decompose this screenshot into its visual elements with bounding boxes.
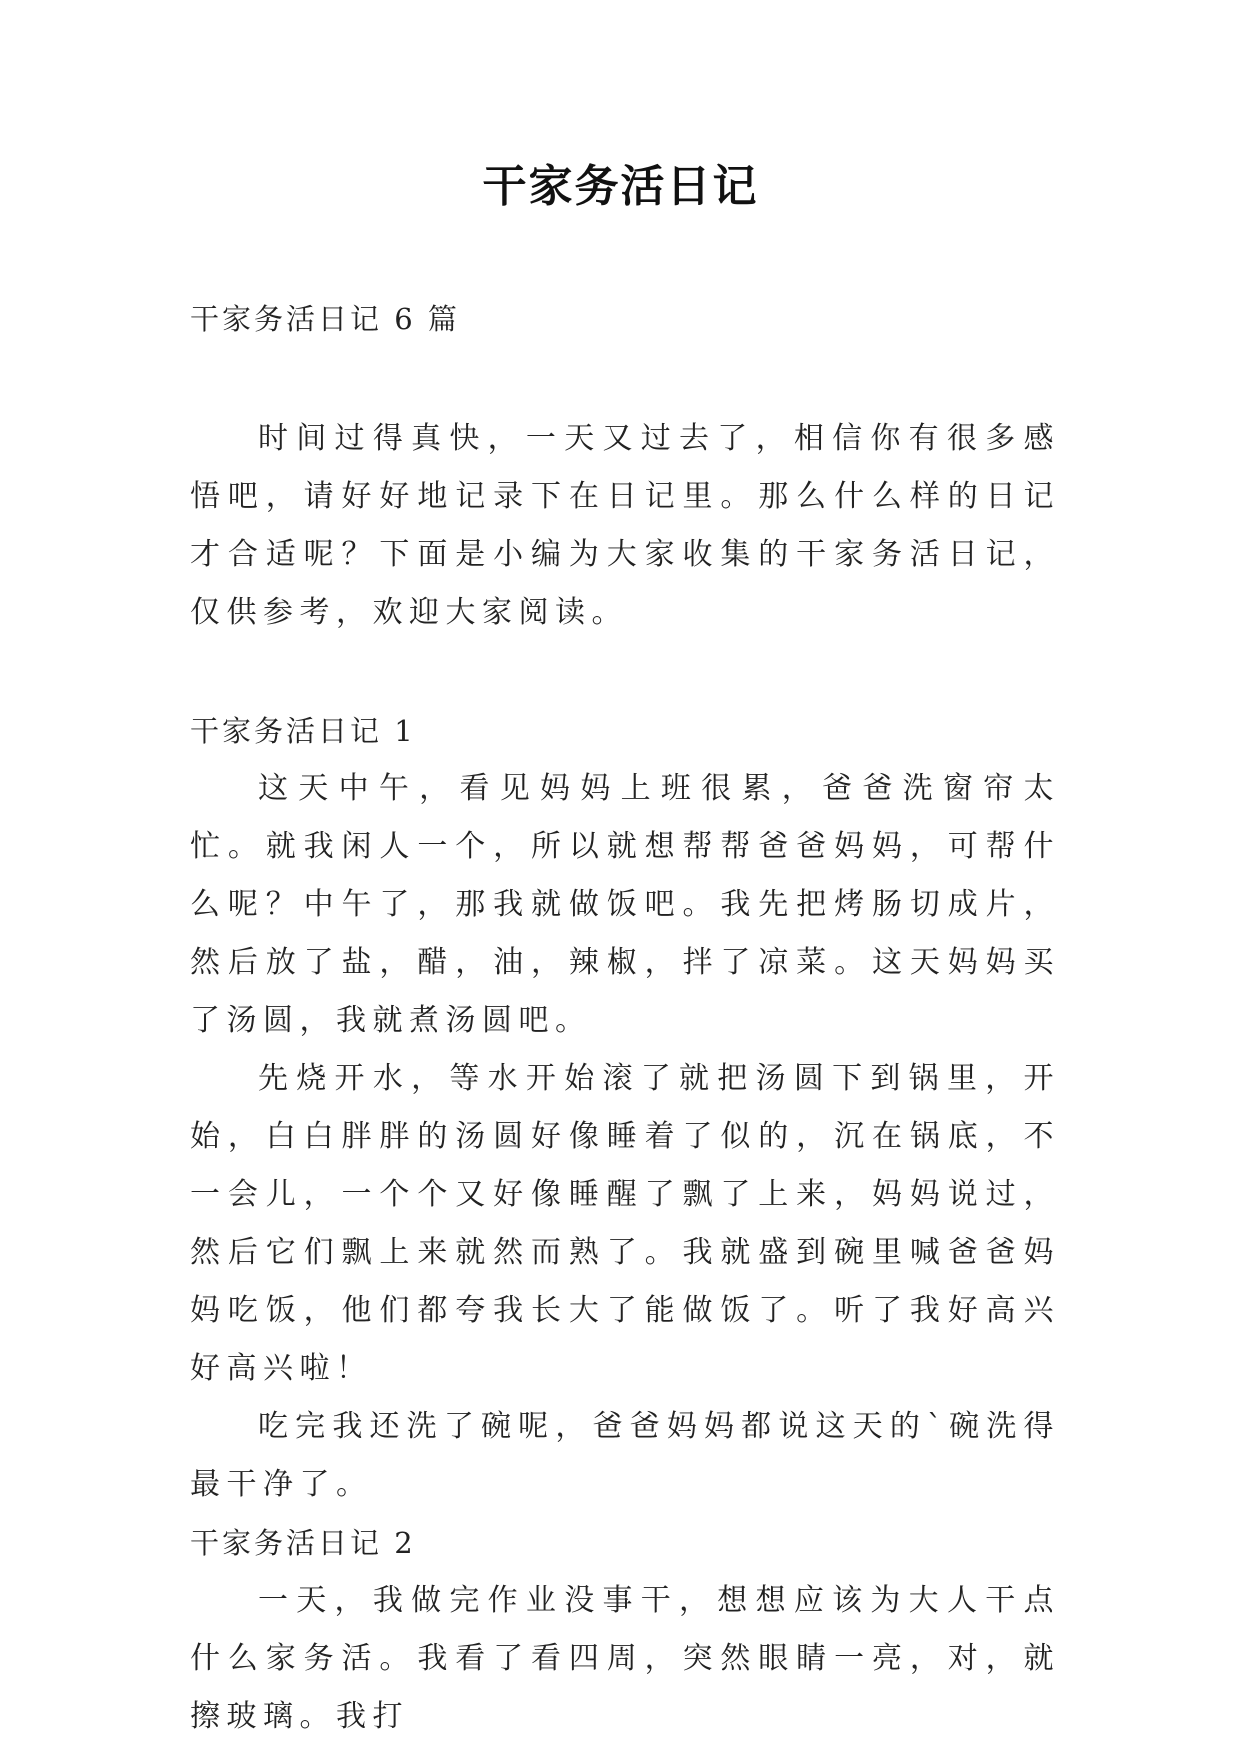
document-title: 干家务活日记 [482, 161, 759, 212]
section-2-paragraph-1: 一天，我做完作业没事干，想想应该为大人干点什么家务活。我看了看四周，突然眼睛一亮，对，就擦玻璃。我打 [190, 1583, 1060, 1734]
section-heading-1: 干家务活日记 1 [190, 714, 416, 748]
section-1-paragraph-2: 先烧开水，等水开始滚了就把汤圆下到锅里，开始，白白胖胖的汤圆好像睡着了似的，沉在锅底，不一会儿，一个个又好像睡醒了飘了上来，妈妈说过，然后它们飘上来就然而熟了。我就盛到碗里喊爸爸妈妈吃饭，他们都夸我长大了能做饭了。听了我好高兴好高兴啦！ [190, 1061, 1060, 1386]
intro-paragraph: 时间过得真快，一天又过去了，相信你有很多感悟吧，请好好地记录下在日记里。那么什么样的日记才合适呢？下面是小编为大家收集的干家务活日记，仅供参考，欢迎大家阅读。 [190, 421, 1060, 630]
spacer [190, 348, 1060, 410]
document-subtitle: 干家务活日记 6 篇 [190, 302, 460, 336]
section-1-paragraph-1: 这天中午，看见妈妈上班很累，爸爸洗窗帘太忙。就我闲人一个，所以就想帮帮爸爸妈妈，可帮什么呢？中午了，那我就做饭吧。我先把烤肠切成片，然后放了盐，醋，油，辣椒，拌了凉菜。这天妈妈买了汤圆，我就煮汤圆吧。 [190, 771, 1060, 1038]
document-body [190, 290, 1060, 1746]
section-1-paragraph-3: 吃完我还洗了碗呢，爸爸妈妈都说这天的`碗洗得最干净了。 [190, 1409, 1060, 1502]
section-heading-2: 干家务活日记 2 [190, 1526, 416, 1560]
spacer [190, 642, 1060, 702]
